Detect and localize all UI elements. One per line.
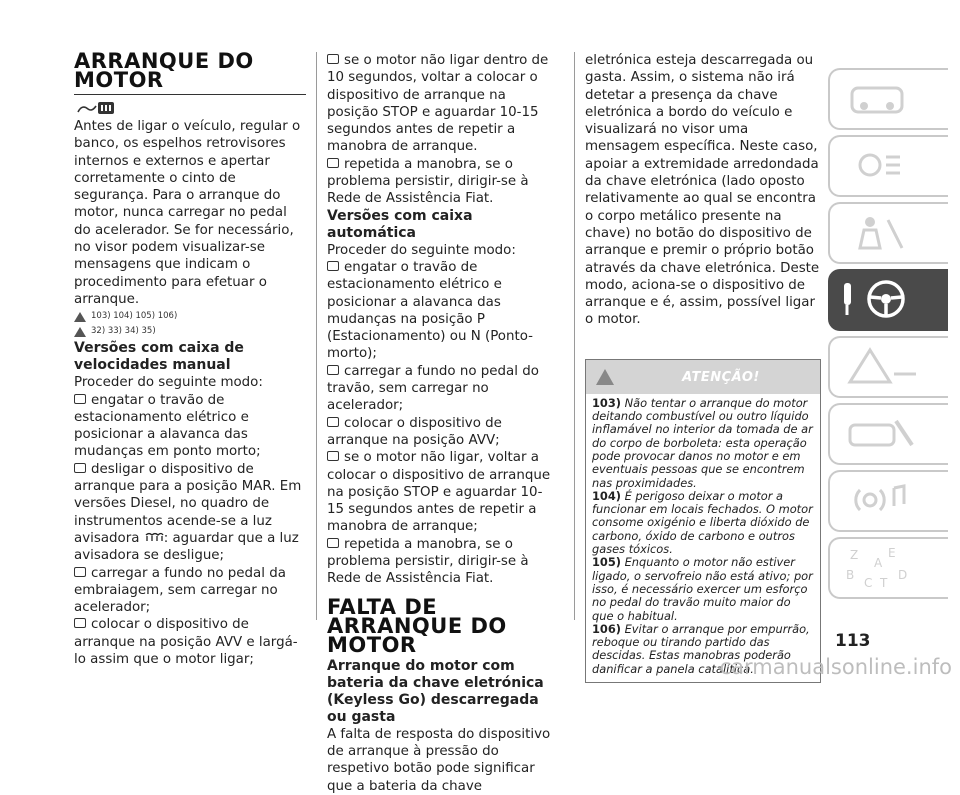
manual-gearbox-heading: Versões com caixa de velocidades manual [74,340,244,374]
tab-multimedia[interactable] [828,470,948,532]
manual-step: engatar o travão de estacionamento elétrico e posicionar a alavanca das mudanças em ponto morto; [74,392,261,460]
auto-step: repetida a manobra, se o problema persistir, dirigir-se à Rede de Assistência Fiat. [327,536,529,587]
tab-starting-driving[interactable] [828,269,948,331]
column-divider [316,52,317,620]
warning-item: 104) É perigoso deixar o motor a funcionar em locais fechados. O motor consome oxigénio e liberta dióxido de carbono, óxido de carbono e outros gases tóxicos. [592,488,813,557]
svg-text:C: C [864,576,873,589]
manual-step: repetida a manobra, se o problema persistir, dirigir-se à Rede de Assistência Fiat. [327,156,529,207]
svg-text:Z: Z [850,548,859,562]
battery-text: A falta de resposta do dispositivo de arranque à pressão do respetivo botão pode significar que a bateria da chave [327,726,551,794]
chapter-title: ARRANQUE DO MOTOR [74,49,254,92]
watermark: carmanualsonline.info [719,655,952,679]
manual-step: desligar o dispositivo de arranque para a posição MAR. Em versões Diesel, no quadro de instrumentos acende-se a luz avisadora : aguardar que a luz avisadora se desligue; [74,461,302,564]
checkbox-icon [74,618,86,628]
warning-title: ATENÇÃO! [682,369,760,385]
warning-box [585,359,821,683]
manual-step: carregar a fundo no pedal da embraiagem, sem carregar no acelerador; [74,565,286,616]
warning-road-icon [840,344,930,388]
warning-header [586,360,820,394]
continued-text: eletrónica esteja descarregada ou gasta. Assim, o sistema não irá detetar a presença da chave eletrónica a bordo do veículo e visualizará no visor uma mensagem específica. Neste caso, apoiar a extremidade arredondada da chave eletrónica (lado oposto relativamente ao qual se encontra o corpo metálico presente na chave) no botão do dispositivo de arranque e premir o próprio botão através da chave eletrónica. Deste modo, aciona-se o dispositivo de arranque e é, assim, possível ligar o motor. [585,53,820,328]
attention-triangle-icon [74,327,86,337]
engine-start-logo [74,100,306,116]
svg-text:E: E [888,546,896,560]
column-divider [574,52,575,620]
warning-item: 103) Não tentar o arranque do motor deitando combustível ou outro líquido inflamável no interior da tomada de ar do corpo de borboleta: esta operação pode provocar danos no motor e em eventuais pessoas que se encontrem nas proximidades. [592,395,813,490]
intro-text: Antes de ligar o veículo, regular o banco, os espelhos retrovisores internos e externos e apertar corretamente o cinto de segurança. Para o arranque do motor, nunca carregar no pedal do acelerador. Se for necessário, no visor podem visualizar-se mensagens que indicam o procedimento para efetuar o arranque. [74,119,301,307]
key-steering-wheel-icon [840,277,930,321]
tab-emergency[interactable] [828,336,948,398]
lights-icon [840,143,930,187]
checkbox-icon [327,365,339,375]
multimedia-icon [840,478,930,522]
column-3 [585,52,821,683]
warning-item: 106) Evitar o arranque por empurrão, reboque ou tirando partido das descidas. Estas manobras poderão danificar a panela catalítica. [592,621,810,676]
chapter-tabs [828,68,960,604]
checkbox-icon [74,463,86,473]
tab-service[interactable] [828,403,948,465]
safety-airbag-icon [840,210,930,254]
tab-safety[interactable] [828,202,948,264]
manual-lead: Proceder do seguinte modo: [74,375,263,391]
warning-item: 105) Enquanto o motor não estiver ligado, o servofreio não está ativo; por isso, é necessário exercer um esforço no pedal do travão muito maior do que o habitual. [592,555,813,623]
automatic-gearbox-heading: Versões com caixa automática [327,207,473,241]
section-title: FALTA DE ARRANQUE DO MOTOR [327,594,507,657]
column-2 [327,52,559,795]
auto-step: carregar a fundo no pedal do travão, sem carregar no acelerador; [327,363,539,414]
svg-text:A: A [874,556,883,570]
auto-step: se o motor não ligar, voltar a colocar o dispositivo de arranque na posição STOP e aguardar 10-15 segundos antes de repetir a manobra de arranque; [327,450,551,535]
tab-lights[interactable] [828,135,948,197]
warning-triangle-icon [74,312,86,322]
column-1 [74,49,306,668]
battery-heading: Arranque do motor com bateria da chave eletrónica (Keyless Go) descarregada ou gasta [327,657,544,725]
warning-body [586,394,820,682]
title-rule [74,94,306,95]
auto-lead: Proceder do seguinte modo: [327,242,516,258]
attention-references: 32) 33) 34) 35) [74,325,306,338]
auto-step: engatar o travão de estacionamento elétrico e posicionar a alavanca das mudanças na posição P (Estacionamento) ou N (Ponto-morto); [327,259,534,362]
checkbox-icon [327,538,339,548]
service-wrench-icon [840,411,930,455]
tab-index[interactable] [828,537,948,599]
manual-step: colocar o dispositivo de arranque na posição AVV e largá-lo assim que o motor ligar; [74,617,298,668]
car-dashboard-icon [840,76,930,120]
engine-start-icon [74,100,116,116]
glow-plug-icon [144,532,164,542]
index-letters-icon [840,545,930,589]
warning-references: 103) 104) 105) 106) [74,310,306,323]
checkbox-icon [327,261,339,271]
auto-step: colocar o dispositivo de arranque na posição AVV; [327,415,502,448]
checkbox-icon [327,54,339,64]
checkbox-icon [327,451,339,461]
svg-text:D: D [898,568,908,582]
tab-dashboard[interactable] [828,68,948,130]
manual-step: se o motor não ligar dentro de 10 segundos, voltar a colocar o dispositivo de arranque na posição STOP e aguardar 10-15 segundos antes de repetir a manobra de arranque. [327,53,549,155]
svg-text:B: B [846,568,855,582]
checkbox-icon [327,417,339,427]
page-number: 113 [835,631,871,651]
checkbox-icon [74,567,86,577]
checkbox-icon [74,394,86,404]
checkbox-icon [327,158,339,168]
svg-text:T: T [880,576,888,589]
